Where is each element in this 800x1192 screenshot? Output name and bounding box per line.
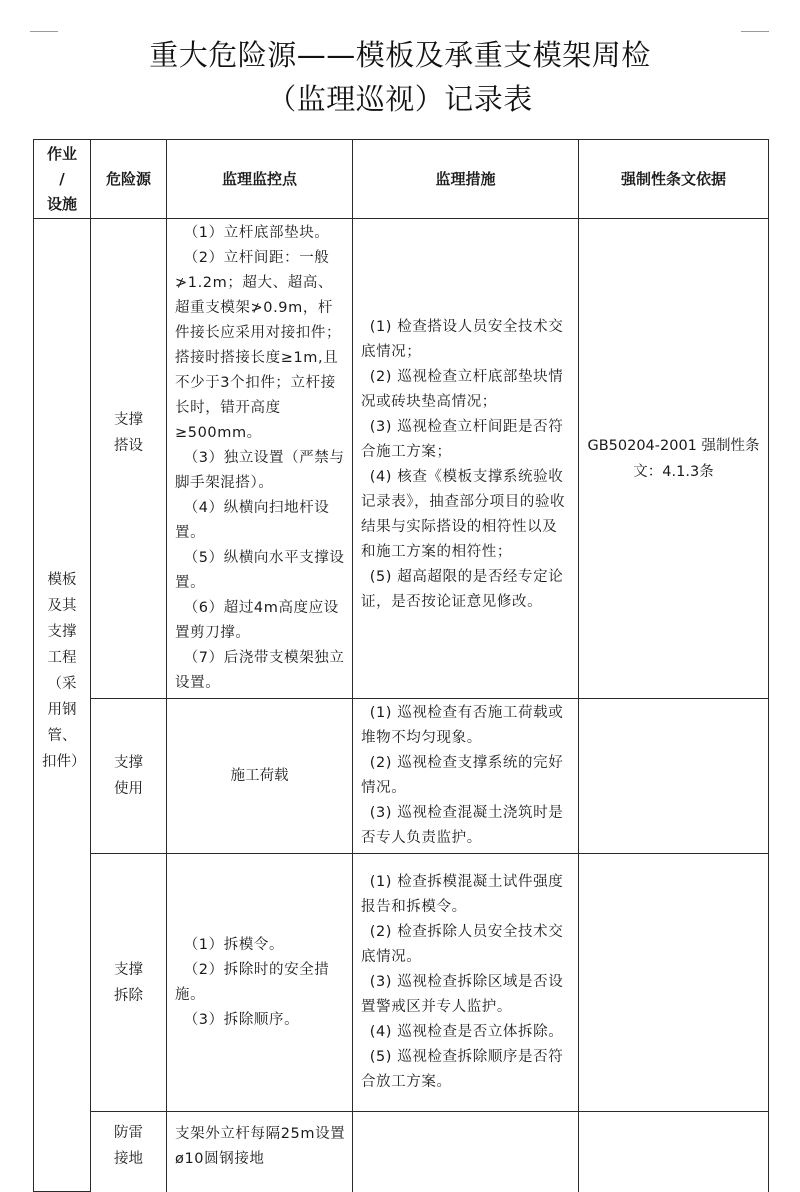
page-corner-mark-right bbox=[741, 31, 769, 32]
measure-item: (3) 巡视检查拆除区域是否设置警戒区并专人监护。 bbox=[361, 974, 564, 1015]
mandatory-basis-cell bbox=[579, 854, 769, 1112]
hazard-label: 防雷接地 bbox=[114, 1125, 143, 1167]
header-measures: 监理措施 bbox=[353, 140, 579, 219]
control-point-item: （6）超过4m高度应设置剪刀撑。 bbox=[175, 600, 339, 641]
hazard-label: 支撑拆除 bbox=[114, 961, 143, 1004]
table-header-row bbox=[34, 140, 769, 219]
control-points-cell bbox=[167, 854, 353, 1112]
control-point-item: （4）纵横向扫地杆设置。 bbox=[175, 500, 330, 541]
measures-cell bbox=[353, 854, 579, 1112]
measure-item: (2) 巡视检查支撑系统的完好情况。 bbox=[361, 755, 564, 796]
control-points-cell bbox=[167, 699, 353, 854]
control-point-item: （2）拆除时的安全措施。 bbox=[175, 961, 330, 1003]
control-point-item: （7）后浇带支模架独立设置。 bbox=[175, 650, 345, 691]
control-point-item: （3）独立设置（严禁与脚手架混搭）。 bbox=[175, 450, 345, 491]
measure-item: (5) 巡视检查拆除顺序是否符合放工方案。 bbox=[361, 1049, 564, 1090]
hazard-label: 支撑使用 bbox=[114, 755, 143, 797]
hazard-label: 支撑搭设 bbox=[114, 412, 143, 454]
mandatory-basis-cell bbox=[579, 219, 769, 699]
control-point-item: 支架外立杆每隔25m设置ø10圆钢接地 bbox=[175, 1126, 346, 1167]
control-points-cell bbox=[167, 219, 353, 699]
header-work-facility bbox=[34, 140, 91, 219]
mandatory-basis-cell bbox=[579, 1112, 769, 1192]
measure-item: (1) 检查拆模混凝土试件强度报告和拆模令。 bbox=[361, 874, 564, 915]
inspection-record-table bbox=[33, 139, 769, 1192]
hazard-cell bbox=[91, 1112, 167, 1192]
work-facility-cell bbox=[34, 219, 91, 1192]
measure-item: (3) 巡视检查立杆间距是否符合施工方案； bbox=[361, 418, 564, 460]
measure-item: (1) 巡视检查有否施工荷载或堆物不均匀现象。 bbox=[361, 705, 564, 746]
measure-item: (4) 巡视检查是否立体拆除。 bbox=[369, 1024, 564, 1040]
measures-cell bbox=[353, 699, 579, 854]
control-point-item: （3）拆除顺序。 bbox=[183, 1011, 300, 1028]
header-control-points: 监理监控点 bbox=[167, 140, 353, 219]
table-row bbox=[34, 854, 769, 1112]
measures-cell bbox=[353, 1112, 579, 1192]
table-row bbox=[34, 699, 769, 854]
measure-item: (2) 巡视检查立杆底部垫块情况或砖块垫高情况； bbox=[361, 368, 564, 410]
control-point-item: （1）立杆底部垫块。 bbox=[183, 225, 330, 241]
header-work-facility-line1: 作业 bbox=[46, 144, 77, 163]
hazard-cell bbox=[91, 219, 167, 699]
hazard-cell bbox=[91, 699, 167, 854]
document-subtitle: （监理巡视）记录表 bbox=[267, 82, 533, 116]
hazard-cell bbox=[91, 854, 167, 1112]
page-corner-mark-left bbox=[30, 31, 58, 32]
table-row bbox=[34, 1112, 769, 1192]
measure-item: (3) 巡视检查混凝土浇筑时是否专人负责监护。 bbox=[361, 805, 564, 846]
header-hazard: 危险源 bbox=[91, 140, 167, 219]
measures-cell bbox=[353, 219, 579, 699]
work-facility-label: 模板及其支撑工程（采用钢管、扣件） bbox=[42, 572, 86, 770]
header-mandatory-basis: 强制性条文依据 bbox=[579, 140, 769, 219]
mandatory-basis-cell bbox=[579, 699, 769, 854]
measure-item: (2) 检查拆除人员安全技术交底情况。 bbox=[361, 924, 564, 965]
control-point-item: （5）纵横向水平支撑设置。 bbox=[175, 550, 345, 591]
mandatory-basis-text: GB50204-2001 强制性条文：4.1.3条 bbox=[587, 437, 760, 480]
control-point-item: 施工荷载 bbox=[230, 767, 289, 784]
header-work-facility-line2: / bbox=[59, 169, 65, 188]
measure-item: (4) 核查《模板支撑系统验收记录表》，抽查部分项目的验收结果与实际搭设的相符性以及和施工方案的相符性； bbox=[361, 468, 566, 560]
measure-item: (1) 检查搭设人员安全技术交底情况； bbox=[361, 318, 564, 360]
control-point-item: （2）立杆间距：一般≯1.2m；超大、超高、超重支模架≯0.9m，杆件接长应采用对接扣件；搭接时搭接长度≥1m,且不少于3个扣件；立杆接长时，错开高度≥500mm。 bbox=[175, 250, 342, 441]
control-points-cell bbox=[167, 1112, 353, 1192]
control-point-item: （1）拆模令。 bbox=[183, 936, 285, 953]
header-work-facility-line3: 设施 bbox=[46, 194, 77, 213]
document-title: 重大危险源——模板及承重支模架周检 bbox=[149, 38, 651, 72]
table-row bbox=[34, 219, 769, 699]
measure-item: (5) 超高超限的是否经专定论证，是否按论证意见修改。 bbox=[361, 568, 564, 610]
